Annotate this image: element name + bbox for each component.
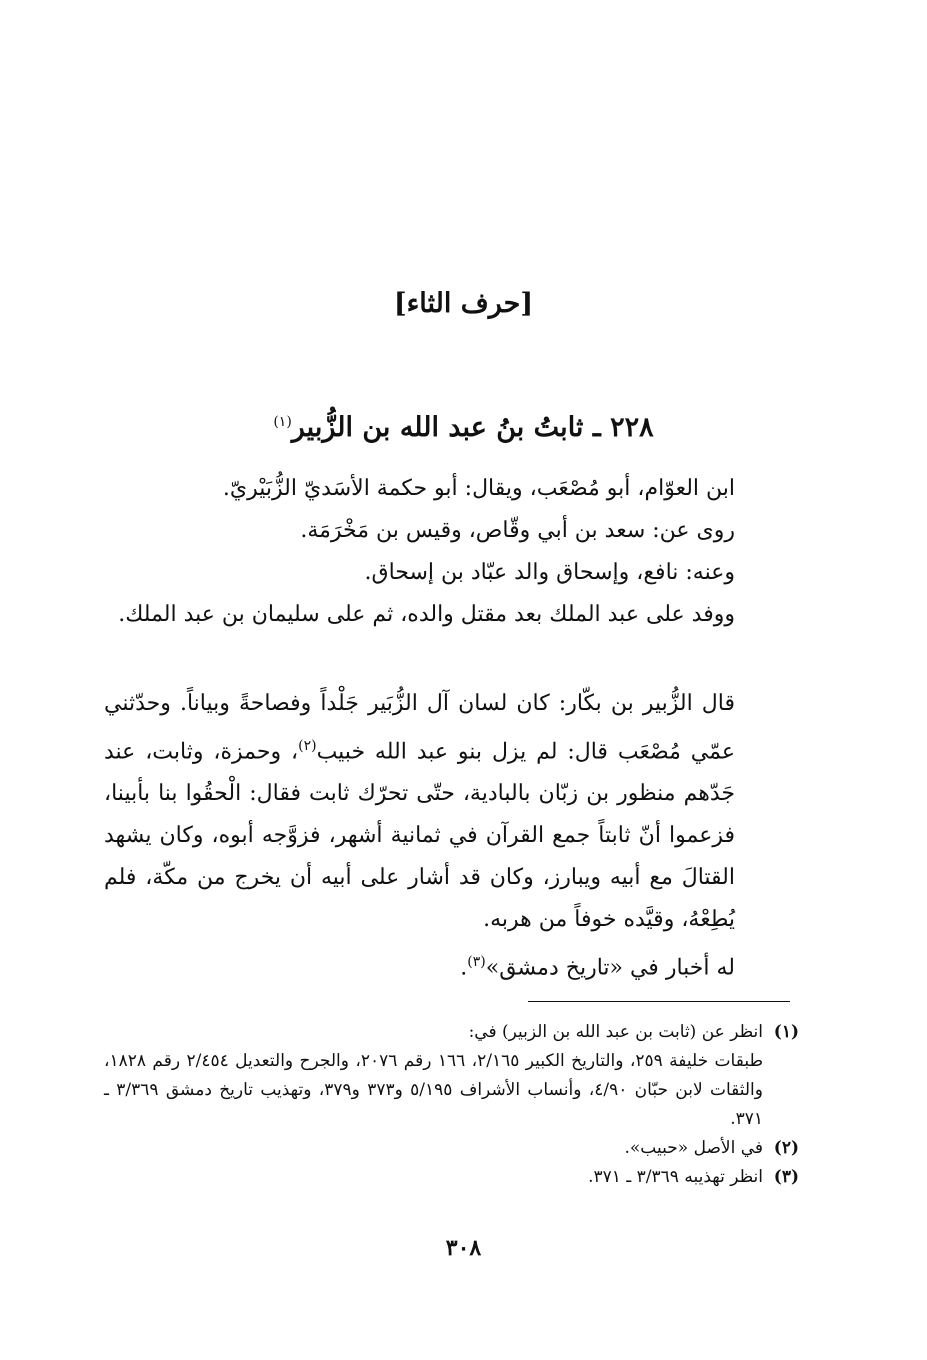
footnote-text	[104, 1018, 763, 1134]
paragraph-narrated-from: روى عن: سعد بن أبي وقّاص، وقيس بن مَخْرَمَة.	[300, 518, 735, 543]
entry-title	[0, 412, 927, 443]
footnote-number: (٣)	[773, 1167, 799, 1187]
narration-text-part2: ، وحمزة، وثابت، عند جَدّهم منظور بن زبّان بالبادية، حتّى تحرّك ثابت فقال: الْحقُوا بنا بأبينا، فزعموا أنّ ثابتاً جمع القرآن في ثمانية أشهر، فزوَّجه أبوه، وكان يشهد القتالَ مع أبيه ويبارز، وكان قد أشار على أبيه أن يخرج من مكّة، فلم يُطِعْهُ، وقيَّده خوفاً من هربه.	[104, 739, 735, 933]
footnote-divider	[528, 1001, 790, 1002]
narration-text-part1: قال الزُّبير بن بكّار: كان لسان آل الزُّبَير جَلْداً وفصاحةً وبياناً. وحدّثني عمّي مُصْعَب قال: لم يزل بنو عبد الله خبيب	[104, 691, 735, 765]
paragraph-delegation: ووفد على عبد الملك بعد مقتل والده، ثم على سليمان بن عبد الملك.	[118, 602, 735, 627]
footnote-2	[104, 1134, 799, 1163]
narration-block	[104, 683, 799, 990]
narration-paragraph	[104, 683, 799, 941]
footnote-text: في الأصل «حبيب».	[624, 1138, 763, 1158]
paragraph-lineage: ابن العوّام، أبو مُصْعَب، ويقال: أبو حكمة الأسَديّ الزُّبَيْريّ.	[222, 476, 735, 501]
footnote-line: طبقات خليفة ٢٥٩، والتاريخ الكبير ٢/١٦٥، ١٦٦ رقم ٢٠٧٦، والجرح والتعديل ٢/٤٥٤ رقم ١٨٢٨، والثقات لابن حبّان ٤/٩٠، وأنساب الأشراف ٥/١٩٥ و٣٧٣ و٣٧٩، وتهذيب تاريخ دمشق ٣/٣٦٩ ـ ٣٧١.	[104, 1051, 763, 1129]
footnote-number: (١)	[773, 1022, 799, 1042]
entry-title-text: ٢٢٨ ـ ثابتُ بنُ عبد الله بن الزُّبير	[291, 412, 654, 443]
closing-text: له أخبار في «تاريخ دمشق»	[485, 955, 735, 981]
footnote-ref-2: (٢)	[298, 738, 317, 754]
paragraph-narrators: وعنه: نافع، وإسحاق والد عبّاد بن إسحاق.	[364, 560, 735, 585]
page-number: ٣٠٨	[445, 1235, 482, 1261]
section-heading: [حرف الثاء]	[393, 288, 534, 319]
footnote-3	[104, 1163, 799, 1192]
footnote-line: انظر عن (ثابت بن عبد الله بن الزبير) في:	[468, 1022, 763, 1042]
biography-paragraphs	[104, 468, 799, 636]
footnote-1	[104, 1018, 799, 1134]
footnotes	[104, 1018, 799, 1192]
closing-end: .	[460, 955, 468, 981]
closing-line	[104, 941, 799, 989]
footnote-ref-1: (١)	[273, 414, 292, 430]
footnote-number: (٢)	[773, 1138, 799, 1158]
footnote-text: انظر تهذيبه ٣/٣٦٩ ـ ٣٧١.	[588, 1167, 763, 1187]
footnote-ref-3: (٣)	[467, 954, 486, 971]
